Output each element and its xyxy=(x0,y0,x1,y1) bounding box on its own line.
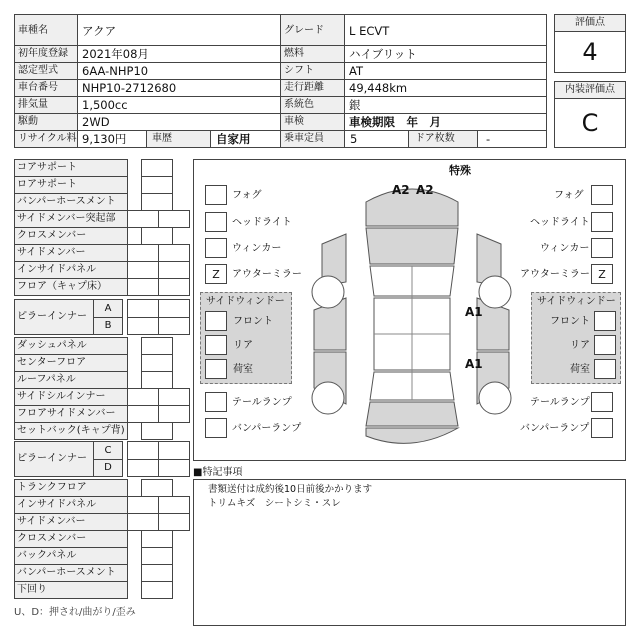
pillar-a-cell xyxy=(93,299,123,318)
part-label: フロア（キャプ床） xyxy=(17,281,107,292)
part-check-box xyxy=(141,193,173,211)
shift-label-cell xyxy=(280,62,345,80)
doors-value: - xyxy=(486,132,491,146)
notes-line-1: 書類送付は成約後10日前後かかります xyxy=(208,484,373,495)
tail-lamp-right-box xyxy=(591,392,613,412)
type-label-cell xyxy=(14,62,78,80)
part-row xyxy=(14,581,128,599)
chassis-label: 車台番号 xyxy=(18,82,58,93)
history-label-cell xyxy=(146,130,211,148)
drive-label: 駆動 xyxy=(18,116,38,127)
headlight-right-box xyxy=(591,212,613,232)
pillar-d-label: D xyxy=(104,462,112,473)
part-check-box xyxy=(158,405,190,423)
reg-value: 2021年08月 xyxy=(82,47,149,61)
recycle-value: 9,130円 xyxy=(82,132,127,146)
part-check-box xyxy=(127,210,159,228)
fuel-label: 燃料 xyxy=(284,48,304,59)
mirror-right-label: アウターミラー xyxy=(520,269,590,280)
mirror-left-label: アウターミラー xyxy=(232,269,302,280)
mirror-left-mark: Z xyxy=(212,268,220,281)
part-check-box xyxy=(141,581,173,599)
interior-cell xyxy=(554,98,626,148)
notes-line-2: トリムキズ シートシミ・スレ xyxy=(208,498,341,509)
part-label: ロアサポート xyxy=(17,179,77,190)
doors-cell xyxy=(477,130,547,148)
part-check-box xyxy=(141,530,173,548)
bumper-lamp-right-label: バンパーランプ xyxy=(520,423,590,434)
capacity-label-cell xyxy=(280,130,345,148)
reg-label-cell xyxy=(14,45,78,63)
left-front-wheel-shape xyxy=(312,276,344,308)
part-row xyxy=(14,354,128,372)
part-check-box xyxy=(158,513,190,531)
color-label-cell xyxy=(280,96,345,114)
doors-label: ドア枚数 xyxy=(415,133,455,144)
inspection-label: 車検 xyxy=(284,116,304,127)
interior-label: 内装評価点 xyxy=(565,84,615,95)
part-row xyxy=(14,159,128,177)
mark-top-left: A2 xyxy=(392,183,410,197)
part-row xyxy=(14,388,128,406)
type-label: 認定型式 xyxy=(18,65,58,76)
part-row xyxy=(14,371,128,389)
part-row xyxy=(14,513,128,531)
hood-shape xyxy=(366,228,458,264)
part-check-box xyxy=(141,227,173,245)
model-cell xyxy=(77,14,281,46)
part-label: バンパーホースメント xyxy=(17,567,116,578)
recycle-label-cell xyxy=(14,130,78,148)
part-row xyxy=(14,496,128,514)
part-check-box xyxy=(127,244,159,262)
part-row xyxy=(14,479,128,497)
side-window-left-front-label: フロント xyxy=(233,316,273,327)
part-label: バックパネル xyxy=(17,550,77,561)
pillar-b-cell xyxy=(93,317,123,335)
bumper-lamp-left-box xyxy=(205,418,227,438)
part-label: インサイドパネル xyxy=(17,499,97,510)
fuel-value: ハイブリット xyxy=(349,47,417,61)
part-check-box xyxy=(127,441,159,460)
model-label: 車種名 xyxy=(18,25,48,36)
part-label: サイドシルインナー xyxy=(17,391,106,402)
inspection-cell xyxy=(344,113,547,131)
part-check-box xyxy=(158,317,190,335)
part-label: コアサポート xyxy=(17,162,77,173)
part-check-box xyxy=(127,278,159,296)
part-check-box xyxy=(158,459,190,477)
part-label: サイドメンバー突起部 xyxy=(17,213,116,224)
fuel-cell xyxy=(344,45,547,63)
notes-box xyxy=(193,479,626,626)
reg-cell xyxy=(77,45,281,63)
part-row xyxy=(14,210,128,228)
grade-value: L ECVT xyxy=(349,24,390,38)
drive-value: 2WD xyxy=(82,115,110,129)
pillar-b-label: B xyxy=(104,320,112,331)
grade-label-cell xyxy=(280,14,345,46)
fog-right-box xyxy=(591,185,613,205)
part-row xyxy=(14,564,128,582)
mirror-right-mark: Z xyxy=(598,268,606,281)
part-check-box xyxy=(141,547,173,565)
part-row xyxy=(14,227,128,245)
pillar-ab-label-cell xyxy=(14,299,94,335)
chassis-label-cell xyxy=(14,79,78,97)
part-check-box xyxy=(158,261,190,279)
part-label: サイドメンバー xyxy=(17,247,86,258)
part-row xyxy=(14,405,128,423)
part-label: セットバック(キャプ背) xyxy=(17,425,125,436)
part-row xyxy=(14,193,128,211)
inspection-value: 車検期限 年 月 xyxy=(349,115,441,129)
part-check-box xyxy=(158,388,190,406)
blinker-left-label: ウィンカー xyxy=(232,243,282,254)
shift-value: AT xyxy=(349,64,363,78)
part-check-box xyxy=(141,354,173,372)
mirror-left-box xyxy=(205,264,227,284)
part-check-box xyxy=(158,441,190,460)
model-value: アクア xyxy=(82,24,117,38)
pillar-c-cell xyxy=(93,441,123,460)
shift-label: シフト xyxy=(284,65,314,76)
part-check-box xyxy=(141,176,173,194)
pillar-a-label: A xyxy=(104,303,112,314)
part-check-box xyxy=(141,337,173,355)
part-label: クロスメンバー xyxy=(17,230,87,241)
mileage-cell xyxy=(344,79,547,97)
pillar-cd-label: ピラーインナー xyxy=(17,453,87,464)
side-window-right-front-box xyxy=(594,311,616,331)
color-label: 系統色 xyxy=(284,99,314,110)
history-value: 自家用 xyxy=(216,132,251,146)
notes-label: ■特記事項 xyxy=(193,467,243,478)
model-label-cell xyxy=(14,14,78,46)
trunk-shape xyxy=(366,402,458,426)
side-window-right-cargo-label: 荷室 xyxy=(570,364,590,375)
shift-cell xyxy=(344,62,547,80)
part-check-box xyxy=(127,513,159,531)
part-row xyxy=(14,261,128,279)
side-window-left-title: サイドウィンドー xyxy=(206,296,285,307)
side-window-left-cargo-label: 荷室 xyxy=(233,364,253,375)
recycle-cell xyxy=(77,130,147,148)
fuel-label-cell xyxy=(280,45,345,63)
score-label-cell xyxy=(554,14,626,32)
left-rear-wheel-shape xyxy=(312,382,344,414)
part-row xyxy=(14,337,128,355)
score-label: 評価点 xyxy=(575,17,605,28)
recycle-label: リサイクル料 xyxy=(18,133,77,144)
chassis-value: NHP10-2712680 xyxy=(82,81,177,95)
part-check-box xyxy=(158,496,190,514)
bumper-lamp-left-label: バンパーランプ xyxy=(232,423,302,434)
score-value: 4 xyxy=(582,38,598,66)
type-value: 6AA-NHP10 xyxy=(82,64,149,78)
interior-value: C xyxy=(581,109,599,137)
headlight-left-box xyxy=(205,212,227,232)
part-check-box xyxy=(127,496,159,514)
part-label: ダッシュパネル xyxy=(17,340,87,351)
history-cell xyxy=(210,130,281,148)
side-window-left-cargo-box xyxy=(205,359,227,379)
disp-cell xyxy=(77,96,281,114)
blinker-left-box xyxy=(205,238,227,258)
part-label: インサイドパネル xyxy=(17,264,97,275)
part-label: センターフロア xyxy=(17,357,87,368)
side-window-right-cargo-box xyxy=(594,359,616,379)
part-row xyxy=(14,422,128,440)
part-check-box xyxy=(158,278,190,296)
doors-label-cell xyxy=(408,130,478,148)
part-check-box xyxy=(127,317,159,335)
tail-lamp-right-label: テールランプ xyxy=(530,397,590,408)
bumper-lamp-right-box xyxy=(591,418,613,438)
side-window-right-front-label: フロント xyxy=(550,316,590,327)
interior-label-cell xyxy=(554,81,626,99)
tail-lamp-left-label: テールランプ xyxy=(232,397,292,408)
color-value: 銀 xyxy=(349,98,361,112)
right-rear-wheel-shape xyxy=(479,382,511,414)
mark-side-rear: A1 xyxy=(465,357,483,371)
side-window-left-front-box xyxy=(205,311,227,331)
part-label: フロアサイドメンバー xyxy=(17,408,116,419)
part-check-box xyxy=(141,479,173,497)
disp-label-cell xyxy=(14,96,78,114)
part-label: 下回り xyxy=(17,584,47,595)
part-check-box xyxy=(158,299,190,318)
part-check-box xyxy=(158,244,190,262)
part-label: クロスメンバー xyxy=(17,533,87,544)
pillar-d-cell xyxy=(93,459,123,477)
part-label: サイドメンバー xyxy=(17,516,86,527)
fog-right-label: フォグ xyxy=(554,190,584,201)
drive-label-cell xyxy=(14,113,78,131)
mark-side-front: A1 xyxy=(465,305,483,319)
part-check-box xyxy=(127,459,159,477)
drive-cell xyxy=(77,113,281,131)
side-window-right-rear-box xyxy=(594,335,616,355)
part-check-box xyxy=(141,159,173,177)
side-window-left-rear-label: リア xyxy=(233,340,253,351)
car-body-diagram xyxy=(294,174,529,458)
side-window-left-rear-box xyxy=(205,335,227,355)
grade-label: グレード xyxy=(284,25,324,36)
part-label: ルーフパネル xyxy=(17,374,76,385)
part-check-box xyxy=(158,210,190,228)
capacity-value: 5 xyxy=(350,132,358,146)
mark-top-right: A2 xyxy=(416,183,434,197)
fog-left-label: フォグ xyxy=(232,190,262,201)
headlight-right-label: ヘッドライト xyxy=(530,217,590,228)
part-row xyxy=(14,278,128,296)
fog-left-box xyxy=(205,185,227,205)
blinker-right-label: ウィンカー xyxy=(540,243,590,254)
pillar-c-label: C xyxy=(104,445,112,456)
right-front-wheel-shape xyxy=(479,276,511,308)
disp-label: 排気量 xyxy=(18,99,48,110)
type-cell xyxy=(77,62,281,80)
grade-cell xyxy=(344,14,547,46)
capacity-label: 乗車定員 xyxy=(284,133,324,144)
part-check-box xyxy=(141,422,173,440)
side-window-right-group xyxy=(531,292,621,384)
part-check-box xyxy=(127,405,159,423)
side-window-right-title: サイドウィンドー xyxy=(537,296,616,307)
side-window-right-rear-label: リア xyxy=(570,340,590,351)
chassis-cell xyxy=(77,79,281,97)
side-window-left-group xyxy=(200,292,292,384)
front-bumper-shape xyxy=(366,189,458,226)
disp-value: 1,500cc xyxy=(82,98,128,112)
headlight-left-label: ヘッドライト xyxy=(232,217,292,228)
part-row xyxy=(14,244,128,262)
tail-lamp-left-box xyxy=(205,392,227,412)
part-label: トランクフロア xyxy=(17,482,87,493)
mileage-label-cell xyxy=(280,79,345,97)
damage-diagram-panel xyxy=(193,159,626,461)
color-cell xyxy=(344,96,547,114)
part-row xyxy=(14,547,128,565)
part-row xyxy=(14,176,128,194)
part-check-box xyxy=(141,564,173,582)
parts-legend: U、D：押され/曲がり/歪み xyxy=(14,607,136,618)
pillar-cd-label-cell xyxy=(14,441,94,477)
mileage-value: 49,448km xyxy=(349,81,408,95)
mileage-label: 走行距離 xyxy=(284,82,324,93)
part-check-box xyxy=(127,388,159,406)
rear-bumper-shape xyxy=(366,428,458,443)
score-cell xyxy=(554,31,626,73)
history-label: 車歴 xyxy=(152,133,172,144)
mirror-right-box xyxy=(591,264,613,284)
part-label: バンパーホースメント xyxy=(17,196,116,207)
part-check-box xyxy=(141,371,173,389)
part-row xyxy=(14,530,128,548)
inspection-label-cell xyxy=(280,113,345,131)
pillar-ab-label: ピラーインナー xyxy=(17,311,87,322)
part-check-box xyxy=(127,261,159,279)
part-check-box xyxy=(127,299,159,318)
reg-label: 初年度登録 xyxy=(18,48,68,59)
blinker-right-box xyxy=(591,238,613,258)
diagram-title: 特殊 xyxy=(449,164,471,177)
capacity-cell xyxy=(344,130,409,148)
